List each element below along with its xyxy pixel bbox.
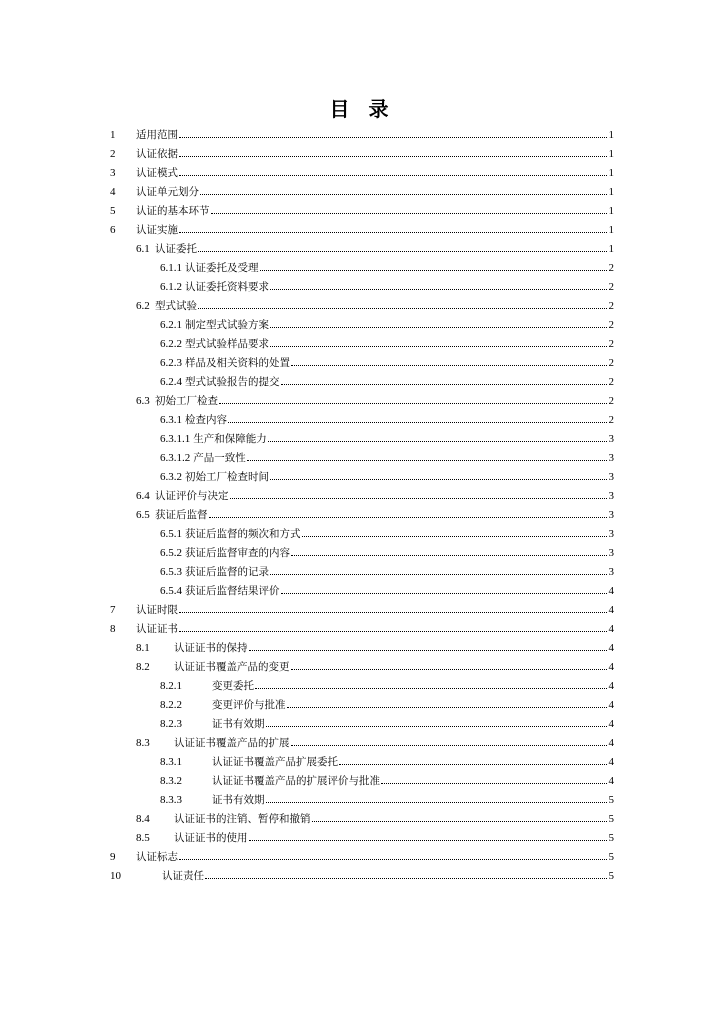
toc-entry-title: 型式试验报告的提交	[185, 376, 280, 388]
toc-entry-number: 10	[110, 870, 121, 882]
toc-entry-number: 8.2.3	[160, 718, 182, 730]
toc-entry[interactable]	[160, 753, 614, 772]
dot-leader	[209, 516, 607, 518]
dot-leader	[260, 269, 607, 271]
dot-leader	[291, 668, 607, 670]
toc-entry-number: 6.5	[136, 509, 150, 521]
dot-leader	[291, 364, 607, 366]
toc-entry[interactable]	[160, 772, 614, 791]
toc-entry-page-number: 3	[608, 528, 614, 540]
dot-leader	[179, 611, 607, 613]
toc-entry[interactable]	[160, 278, 614, 297]
toc-entry-page-number: 2	[608, 395, 614, 407]
toc-entry[interactable]	[110, 867, 614, 886]
toc-entry[interactable]	[136, 392, 614, 411]
toc-entry-number: 7	[110, 604, 116, 616]
toc-entry-title: 认证证书的使用	[174, 832, 248, 844]
dot-leader	[270, 326, 607, 328]
toc-entry[interactable]	[110, 145, 614, 164]
toc-entry[interactable]	[160, 354, 614, 373]
toc-entry-page-number: 3	[608, 452, 614, 464]
toc-entry-page-number: 3	[608, 471, 614, 483]
toc-entry-number: 6.2.4	[160, 376, 182, 388]
toc-entry-number: 6.3.1.2	[160, 452, 191, 464]
toc-entry-number: 6.1	[136, 243, 150, 255]
toc-entry-title: 检查内容	[185, 414, 227, 426]
toc-entry-title: 获证后监督的记录	[185, 566, 269, 578]
toc-entry-number: 6.1.2	[160, 281, 182, 293]
toc-entry-page-number: 4	[608, 699, 614, 711]
toc-entry[interactable]	[136, 240, 614, 259]
toc-entry-page-number: 4	[608, 775, 614, 787]
toc-entry-title: 认证依据	[136, 148, 178, 160]
toc-entry-title: 产品一致性	[193, 452, 246, 464]
dot-leader	[230, 497, 607, 499]
toc-entry[interactable]	[136, 506, 614, 525]
toc-entry[interactable]	[136, 734, 614, 753]
toc-entry-number: 8.2.1	[160, 680, 182, 692]
toc-entry[interactable]	[160, 411, 614, 430]
toc-entry-title: 认证责任	[162, 870, 204, 882]
toc-entry-title: 生产和保障能力	[193, 433, 267, 445]
toc-entry-number: 6.3.1.1	[160, 433, 191, 445]
toc-entry-page-number: 2	[608, 357, 614, 369]
toc-entry-number: 8.2.2	[160, 699, 182, 711]
toc-entry-number: 8.4	[136, 813, 150, 825]
toc-entry-title: 认证委托资料要求	[185, 281, 269, 293]
toc-entry-page-number: 5	[608, 851, 614, 863]
toc-entry[interactable]	[110, 221, 614, 240]
toc-entry[interactable]	[160, 316, 614, 335]
toc-entry-page-number: 4	[608, 623, 614, 635]
toc-entry[interactable]	[160, 525, 614, 544]
toc-entry-title: 样品及相关资料的处置	[185, 357, 290, 369]
toc-entry-title: 认证证书覆盖产品扩展委托	[212, 756, 338, 768]
toc-entry-number: 8.5	[136, 832, 150, 844]
toc-entry-number: 6.2.1	[160, 319, 182, 331]
toc-entry-page-number: 2	[608, 262, 614, 274]
toc-entry[interactable]	[110, 202, 614, 221]
toc-entry-number: 6.2	[136, 300, 150, 312]
dot-leader	[179, 155, 607, 157]
toc-entry-page-number: 1	[608, 243, 614, 255]
dot-leader	[228, 421, 607, 423]
toc-entry-page-number: 5	[608, 794, 614, 806]
dot-leader	[179, 174, 607, 176]
dot-leader	[198, 250, 607, 252]
toc-entry-title: 认证实施	[136, 224, 178, 236]
toc-entry-title: 认证时限	[136, 604, 178, 616]
toc-entry-title: 适用范围	[136, 129, 178, 141]
toc-entry-page-number: 4	[608, 756, 614, 768]
toc-entry-number: 8.3.1	[160, 756, 182, 768]
toc-entry-title: 变更委托	[212, 680, 254, 692]
dot-leader	[270, 478, 607, 480]
toc-entry-title: 获证后监督	[155, 509, 208, 521]
toc-entry[interactable]	[136, 297, 614, 316]
toc-entry-title: 认证证书的注销、暂停和撤销	[174, 813, 311, 825]
dot-leader	[179, 231, 607, 233]
toc-entry-page-number: 4	[608, 661, 614, 673]
toc-entry-number: 8.3.3	[160, 794, 182, 806]
dot-leader	[381, 782, 607, 784]
toc-entry[interactable]	[160, 563, 614, 582]
dot-leader	[179, 858, 607, 860]
toc-entry-title: 证书有效期	[212, 718, 265, 730]
dot-leader	[211, 212, 607, 214]
toc-entry-page-number: 2	[608, 376, 614, 388]
toc-entry[interactable]	[110, 848, 614, 867]
dot-leader	[266, 725, 607, 727]
toc-entry-number: 6.4	[136, 490, 150, 502]
toc-entry-title: 认证证书	[136, 623, 178, 635]
toc-entry-number: 8.2	[136, 661, 150, 673]
toc-entry-number: 6.5.1	[160, 528, 182, 540]
toc-entry-page-number: 2	[608, 338, 614, 350]
toc-entry[interactable]	[110, 183, 614, 202]
toc-entry-title: 获证后监督结果评价	[185, 585, 280, 597]
toc-entry[interactable]	[136, 487, 614, 506]
toc-entry-number: 1	[110, 129, 116, 141]
dot-leader	[198, 307, 607, 309]
toc-entry-number: 2	[110, 148, 116, 160]
toc-entry-number: 5	[110, 205, 116, 217]
toc-entry-number: 6.2.3	[160, 357, 182, 369]
toc-entry-number: 6.3.1	[160, 414, 182, 426]
dot-leader	[270, 573, 607, 575]
dot-leader	[339, 763, 607, 765]
toc-entry[interactable]	[160, 449, 614, 468]
toc-entry-page-number: 4	[608, 737, 614, 749]
toc-entry-page-number: 1	[608, 205, 614, 217]
toc-entry-page-number: 4	[608, 604, 614, 616]
toc-entry-page-number: 5	[608, 870, 614, 882]
toc-entry-number: 6.5.3	[160, 566, 182, 578]
dot-leader	[270, 345, 607, 347]
toc-entry-page-number: 5	[608, 832, 614, 844]
toc-entry-page-number: 4	[608, 585, 614, 597]
dot-leader	[287, 706, 607, 708]
dot-leader	[302, 535, 607, 537]
toc-entry-page-number: 1	[608, 224, 614, 236]
toc-entry-title: 获证后监督的频次和方式	[185, 528, 301, 540]
dot-leader	[266, 801, 607, 803]
dot-leader	[205, 877, 607, 879]
toc-entry[interactable]	[160, 791, 614, 810]
toc-entry-title: 型式试验样品要求	[185, 338, 269, 350]
toc-entry-page-number: 1	[608, 186, 614, 198]
toc-entry[interactable]	[136, 658, 614, 677]
toc-entry-number: 6.3.2	[160, 471, 182, 483]
toc-entry[interactable]	[160, 544, 614, 563]
toc-entry-page-number: 4	[608, 680, 614, 692]
toc-entry[interactable]	[110, 126, 614, 145]
toc-title: 目 录	[329, 97, 395, 121]
toc-entry-number: 3	[110, 167, 116, 179]
toc-entry-page-number: 2	[608, 319, 614, 331]
dot-leader	[200, 193, 607, 195]
toc-entry-title: 变更评价与批准	[212, 699, 286, 711]
toc-entry-number: 8.3.2	[160, 775, 182, 787]
dot-leader	[291, 554, 607, 556]
toc-entry-title: 认证证书覆盖产品的扩展评价与批准	[212, 775, 380, 787]
toc-entry-page-number: 4	[608, 718, 614, 730]
toc-entry-page-number: 5	[608, 813, 614, 825]
dot-leader	[268, 440, 607, 442]
toc-entry[interactable]	[136, 829, 614, 848]
toc-entry-number: 6.5.4	[160, 585, 182, 597]
dot-leader	[249, 649, 607, 651]
dot-leader	[312, 820, 607, 822]
dot-leader	[179, 630, 607, 632]
toc-entry-number: 8	[110, 623, 116, 635]
toc-entry[interactable]	[160, 430, 614, 449]
dot-leader	[291, 744, 607, 746]
toc-entry-page-number: 3	[608, 566, 614, 578]
toc-entry-title: 获证后监督审查的内容	[185, 547, 290, 559]
toc-entry[interactable]	[160, 715, 614, 734]
toc-entry-page-number: 3	[608, 433, 614, 445]
toc-entry-page-number: 1	[608, 167, 614, 179]
dot-leader	[281, 592, 607, 594]
toc-entry-title: 初始工厂检查时间	[185, 471, 269, 483]
dot-leader	[281, 383, 607, 385]
toc-entry[interactable]	[110, 620, 614, 639]
toc-entry-page-number: 1	[608, 129, 614, 141]
toc-entry[interactable]	[160, 335, 614, 354]
toc-entry-number: 6.2.2	[160, 338, 182, 350]
toc-entry-title: 认证的基本环节	[136, 205, 210, 217]
toc-entry-page-number: 2	[608, 414, 614, 426]
dot-leader	[219, 402, 607, 404]
toc-entry-page-number: 2	[608, 300, 614, 312]
toc-entry-number: 9	[110, 851, 116, 863]
toc-entry-title: 认证委托及受理	[185, 262, 259, 274]
toc-entry-page-number: 1	[608, 148, 614, 160]
toc-entry[interactable]	[160, 259, 614, 278]
toc-entry-number: 6.3	[136, 395, 150, 407]
toc-entry-number: 6.1.1	[160, 262, 182, 274]
toc-entry-title: 制定型式试验方案	[185, 319, 269, 331]
toc-entry[interactable]	[110, 601, 614, 620]
dot-leader	[247, 459, 607, 461]
toc-entry-title: 证书有效期	[212, 794, 265, 806]
toc-entry-title: 认证模式	[136, 167, 178, 179]
toc-entry[interactable]	[160, 677, 614, 696]
toc-entry-page-number: 3	[608, 509, 614, 521]
toc-entry-page-number: 4	[608, 642, 614, 654]
dot-leader	[179, 136, 607, 138]
toc-entry-page-number: 3	[608, 547, 614, 559]
toc-entry-title: 认证证书覆盖产品的变更	[174, 661, 290, 673]
toc-entry[interactable]	[160, 468, 614, 487]
toc-entry-page-number: 2	[608, 281, 614, 293]
toc-entry-number: 6	[110, 224, 116, 236]
toc-entry-title: 认证标志	[136, 851, 178, 863]
toc-entry[interactable]	[136, 810, 614, 829]
toc-entry-title: 初始工厂检查	[155, 395, 218, 407]
toc-entry[interactable]	[160, 582, 614, 601]
toc-entry-number: 8.3	[136, 737, 150, 749]
dot-leader	[249, 839, 607, 841]
toc-entry-title: 认证委托	[155, 243, 197, 255]
toc-entry-title: 认证证书的保持	[174, 642, 248, 654]
toc-entry[interactable]	[136, 639, 614, 658]
dot-leader	[270, 288, 607, 290]
toc-entry-number: 6.5.2	[160, 547, 182, 559]
toc-entry-number: 8.1	[136, 642, 150, 654]
toc-entry-title: 认证单元划分	[136, 186, 199, 198]
toc-entry[interactable]	[160, 696, 614, 715]
toc-entry[interactable]	[110, 164, 614, 183]
toc-entry-title: 型式试验	[155, 300, 197, 312]
toc-entry-number: 4	[110, 186, 116, 198]
toc-entry-title: 认证证书覆盖产品的扩展	[174, 737, 290, 749]
toc-entry-page-number: 3	[608, 490, 614, 502]
toc-entry-title: 认证评价与决定	[155, 490, 229, 502]
toc-entry[interactable]	[160, 373, 614, 392]
dot-leader	[255, 687, 607, 689]
